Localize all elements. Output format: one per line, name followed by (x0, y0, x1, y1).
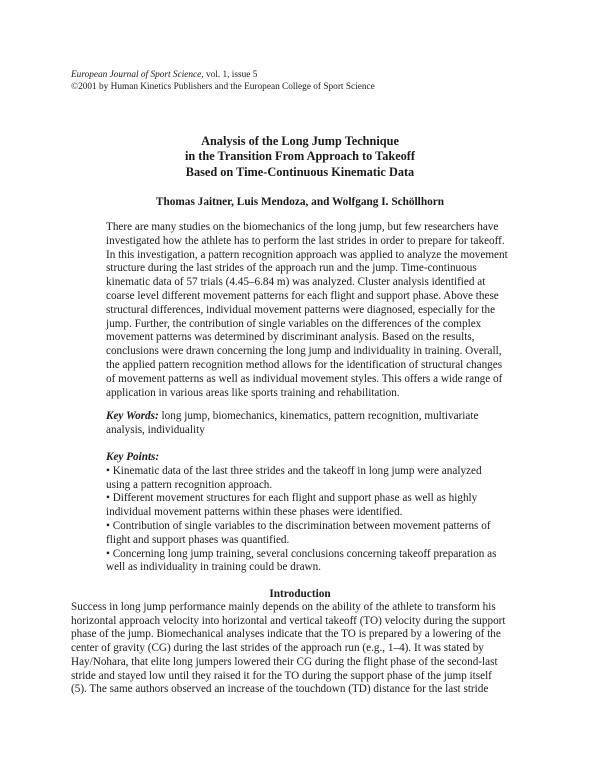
body-line: stride and stayed low until they raised it for the TO during the support phase of the jump itself (71, 669, 492, 682)
body-line: (5). The same authors observed an increase of the touchdown (TD) distance for the last stride (71, 683, 489, 696)
abstract-line: application in various areas like sports training and rehabilitation. (106, 386, 400, 399)
keywords-text: long jump, biomechanics, kinematics, pattern recognition, multivariate (158, 410, 479, 422)
keywords (106, 410, 546, 438)
introduction-body (71, 601, 541, 697)
abstract-line: investigated how the athlete has to perform the last strides in order to prepare for takeoff. (106, 234, 505, 247)
abstract-line: structure during the last strides of the approach run and the jump. Time-continuous (106, 262, 477, 275)
key-point-line: • Contribution of single variables to the discrimination between movement patterns of (106, 519, 491, 532)
abstract-line: In this investigation, a pattern recognition approach was applied to analyze the movement (106, 248, 508, 261)
author-list: Thomas Jaitner, Luis Mendoza, and Wolfgang I. Schöllhorn (155, 196, 445, 208)
keywords-line: analysis, individuality (106, 423, 205, 436)
abstract-line: coarse level different movement patterns for each flight and support phase. Above these (106, 289, 499, 302)
keywords-label: Key Words: (106, 410, 159, 422)
key-point-line: flight and support phases was quantified. (106, 533, 290, 546)
body-line: phase of the jump. Biomechanical analyses indicate that the TO is prepared by a lowering of the (71, 628, 501, 641)
body-line: horizontal approach velocity into horizontal and vertical takeoff (TO) velocity during the support (71, 614, 506, 627)
abstract-line: kinematic data of 57 trials (4.45–6.84 m) was analyzed. Cluster analysis identified at (106, 276, 486, 289)
journal-volume: vol. 1, issue 5 (203, 70, 258, 80)
abstract-line: jump. Further, the contribution of single variables on the differences of the complex (106, 317, 482, 330)
key-point-line: • Concerning long jump training, several conclusions concerning takeoff preparation as (106, 547, 497, 560)
journal-name: European Journal of Sport Science, (71, 70, 204, 80)
body-line: Success in long jump performance mainly depends on the ability of the athlete to transform his (71, 601, 496, 613)
abstract-line: There are many studies on the biomechanics of the long jump, but few researchers have (106, 221, 499, 233)
journal-header (71, 70, 375, 93)
title-line: Analysis of the Long Jump Technique (201, 134, 399, 148)
key-points (106, 451, 546, 575)
key-point-line: • Kinematic data of the last three strides and the takeoff in long jump were analyzed (106, 464, 482, 477)
abstract-line: of movement patterns as well as individual movement styles. This offers a wide range of (106, 372, 503, 385)
body-line: Hay/Nohara, that elite long jumpers lowered their CG during the flight phase of the second-last (71, 655, 498, 668)
abstract-line: conclusions were drawn concerning the long jump and individuality in training. Overall, (106, 345, 502, 358)
title-line: Based on Time-Continuous Kinematic Data (185, 164, 415, 179)
journal-citation (71, 70, 375, 82)
key-point-line: well as individuality in training could be drawn. (106, 561, 322, 574)
key-points-label: Key Points: (106, 451, 160, 463)
copyright-line: ©2001 by Human Kinetics Publishers and the European College of Sport Science (71, 81, 375, 92)
key-point-line: • Different movement structures for each flight and support phase as well as highly (106, 492, 478, 505)
abstract-line: the applied pattern recognition method allows for the identification of structural changes (106, 358, 503, 371)
keywords-line (106, 410, 546, 424)
abstract-line: structural differences, individual movement patterns were diagnosed, especially for the (106, 303, 496, 316)
abstract (106, 221, 546, 400)
paper-title (0, 134, 600, 180)
abstract-line: movement patterns was determined by discriminant analysis. Based on the results, (106, 331, 475, 344)
section-heading-introduction: Introduction (269, 588, 331, 600)
body-line: center of gravity (CG) during the last strides of the approach run (e.g., 1–4). It was stated by (71, 642, 484, 655)
key-point-line: using a pattern recognition approach. (106, 478, 273, 491)
title-line: in the Transition From Approach to Takeoff (184, 149, 416, 164)
key-point-line: individual movement patterns within these phases were identified. (106, 506, 403, 519)
